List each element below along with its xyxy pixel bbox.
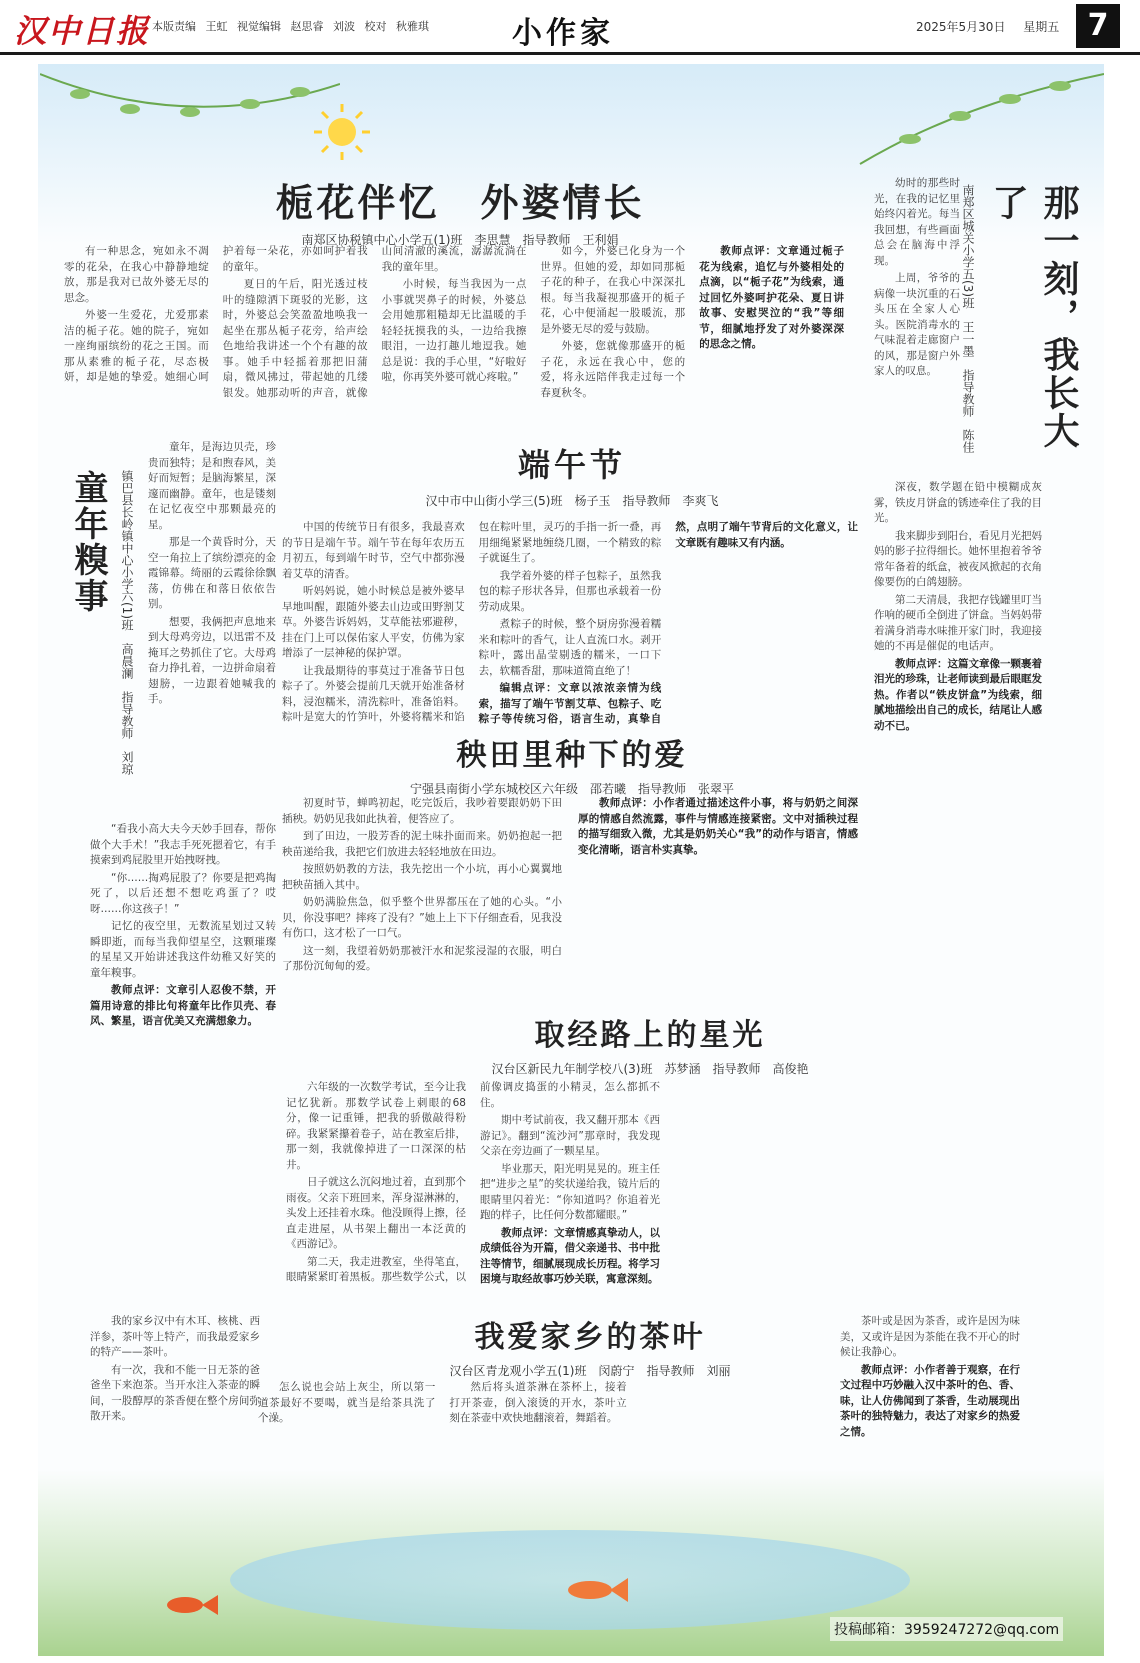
credit-label: 本版责编 (152, 20, 196, 33)
page-number: 7 (1076, 4, 1120, 48)
article-childhood (64, 470, 136, 775)
article-starlight (400, 1010, 900, 1077)
credit-name: 赵思睿 (290, 20, 324, 33)
paragraph: 到了田边，一股芳香的泥土味扑面而来。奶奶抱起一把秧苗递给我，我把它们放进去轻轻地放在田边。 (282, 830, 562, 858)
section-title: 小作家 (512, 16, 614, 51)
masthead (0, 0, 1140, 55)
paragraph: 六年级的一次数学考试，至今让我记忆犹新。那数学试卷上刺眼的68分，像一记重锤，把我的骄傲敲得粉碎。我紧紧攥着卷子，站在教室后排，那一刻，我就像掉进了一口深深的枯井。 (286, 1081, 466, 1171)
paragraph: 有一种思念，宛如永不凋零的花朵，在我心中静静地绽放，那是我对已故外婆无尽的思念。 (64, 245, 209, 304)
article-dragon-boat (292, 440, 852, 509)
paragraph: 小时候，每当我因为一点小事就哭鼻子的时候，外婆总会用她那粗糙却无比温暖的手轻轻抚摸我的头，一边给我擦眼泪，一边打趣儿地逗我。她总是说：我的手心里，“好啦好啦，你再笑外婆可就心疼啦。” (381, 278, 527, 383)
article-body-left (90, 1314, 260, 1454)
vine-leaves-icon (840, 64, 1104, 174)
credit-label: 校对 (364, 20, 387, 33)
paragraph: 有一次，我和不能一日无茶的爸爸坐下来泡茶。当开水注入茶壶的瞬间，一股醇厚的茶香便在整个房间弥散开来。 (90, 1363, 260, 1422)
paragraph: 外婆一生爱花，尤爱那素洁的栀子花。她的院子，宛如一座绚丽缤纷的花之王国。而那从素雅的栀子花，尽态极妍，却是她的挚爱。她细心呵护着每一朵花，亦如呵护着我的童年。 (64, 245, 368, 383)
article-body (874, 480, 1042, 985)
paragraph: 上周，爷爷的病像一块沉重的石头压在全家人心头。医院消毒水的气味混着走廊窗户的风，那是窗户外家人的叹息。 (874, 272, 960, 377)
article-title: 童年糗事 (68, 470, 108, 614)
article-body-top (148, 440, 276, 810)
article-title: 那一刻，我长大了 (987, 184, 1080, 450)
koi-fish-icon (160, 1585, 220, 1625)
credit-name: 王虹 (205, 20, 228, 33)
article-body (286, 1080, 1048, 1290)
article-title: 端午节 (517, 446, 626, 484)
paragraph: 毕业那天，阳光明晃晃的。班主任把“进步之星”的奖状递给我，镜片后的眼睛里闪着光：“你知道吗？你追着光跑的样子，比任何分数都耀眼。” (480, 1162, 660, 1221)
credit-name: 秋雅琪 (396, 20, 429, 33)
teacher-comment: 教师点评：小作者善于观察，在行文过程中巧妙融入汉中茶叶的色、香、味，让人仿佛闻到了茶香，生动展现出茶叶的独特魅力，表达了对家乡的热爱之情。 (840, 1363, 1020, 1438)
teacher-comment: 教师点评：文章引人忍俊不禁，开篇用诗意的排比句将童年比作贝壳、春风、繁星，语言优美又充满想象力。 (90, 984, 276, 1027)
newspaper-logo: 汉中日报 (14, 12, 151, 50)
teacher-comment: 教师点评：文章通过栀子花为线索，追忆与外婆相处的点滴，以“栀子花”为线索，通过回忆外婆呵护花朵、夏日讲故事、安慰哭泣的“我”等细节，细腻地抒发了对外婆深深的思念之情。 (699, 245, 844, 350)
article-byline: 宁强县南街小学东城校区六年级 邵若曦 指导教师 张翠平 (409, 782, 734, 796)
teacher-comment: 教师点评：文章情感真挚动人，以成绩低谷为开篇，借父亲递书、书中批注等情节，细腻展现成长历程。将学习困境与取经故事巧妙关联，寓意深刻。 (480, 1226, 660, 1285)
article-title: 栀花伴忆 外婆情长 (275, 180, 645, 225)
paragraph: 深夜，数学题在铅中模糊成灰雾，铁皮月饼盒的锈迹牵住了我的目光。 (874, 481, 1042, 524)
teacher-comment: 教师点评：小作者通过描述这件小事，将与奶奶之间深厚的情感自然流露，事件与情感连接紧密。文中对插秧过程的描写细致入微，尤其是奶奶关心“我”的动作与语言，情感变化清晰，语言朴实真挚。 (578, 797, 858, 856)
paragraph: 然后将头道茶淋在茶杯上，接着打开茶壶，倒入滚烫的开水，茶叶立刻在茶壶中欢快地翻滚着，舞蹈着。 (449, 1381, 627, 1424)
article-body-right (840, 1314, 1020, 1454)
article-tea (350, 1312, 830, 1379)
paragraph: 夏日的午后，阳光透过枝叶的缝隙洒下斑驳的光影，这时，外婆总会笑盈盈地唤我一起坐在那丛栀子花旁，给声绘色地给我讲述一个个有趣的故事。她手中轻摇着那把旧蒲扇，微风拂过，带起她的几缕银发。她那动听的声音，就像山间清澈的溪流，潺潺流淌在我的童年里。 (222, 245, 527, 399)
article-title: 秧田里种下的爱 (456, 738, 688, 773)
vine-leaves-icon (40, 64, 340, 144)
paragraph: 这一刻，我望着奶奶那被汗水和泥浆浸湿的衣服，明白了那份沉甸甸的爱。 (282, 944, 562, 972)
article-byline: 汉台区青龙观小学五(1)班 闵蔚宁 指导教师 刘丽 (449, 1364, 731, 1378)
paragraph: 听妈妈说，她小时候总是被外婆早早地叫醒，跟随外婆去山边或田野割艾草。外婆告诉妈妈，艾草能祛邪避秽，挂在门上可以保佑家人平安，仿佛为家增添了一层神秘的保护罩。 (282, 585, 465, 659)
article-byline: 汉中市中山街小学三(5)班 杨子玉 指导教师 李爽飞 (425, 494, 719, 508)
article-body (282, 520, 858, 730)
submission-email: 投稿邮箱：3959247272@qq.com (830, 1617, 1063, 1641)
weekday-text: 星期五 (1023, 20, 1060, 34)
editor-comment: 编辑点评：文章以浓浓亲情为线索，描写了端午节割艾草、包粽子、吃粽子等传统习俗，语言生动，真挚自然，点明了端午节背后的文化意义，让文章既有趣味又有内涵。 (478, 521, 858, 725)
article-byline: 南郑区协税镇中心小学五(1)班 李思慧 指导教师 王利娟 (301, 233, 619, 247)
koi-fish-icon (560, 1570, 630, 1610)
paragraph: 我的家乡汉中有木耳、核桃、西洋参，茶叶等上特产，而我最爱家乡的特产——茶叶。 (90, 1315, 260, 1358)
teacher-comment: 教师点评：这篇文章像一颗裹着泪光的珍珠，让老师读到最后眼眶发热。作者以“铁皮饼盒”为线索，细腻地描绘出自己的成长，结尾让人感动不已。 (874, 657, 1042, 732)
article-grew-up (960, 184, 1085, 474)
article-body (64, 244, 844, 404)
paragraph: 我来脚步到阳台，看见月光把妈妈的影子拉得细长。她怀里抱着爷爷常年备着的纸盒，被夜风掀起的衣角像要伤的白鸽翅膀。 (874, 529, 1042, 588)
credit-name: 刘波 (333, 20, 355, 33)
article-title: 我爱家乡的茶叶 (474, 1320, 706, 1355)
paragraph: 外婆，您就像那盛开的栀子花，永远在我心中，您的爱，将永远陪伴我走过每一个春夏秋冬。 (540, 340, 686, 399)
paragraph: 如今，外婆已化身为一个世界。但她的爱，却如同那栀子花的种子，在我心中深深扎根。每当我凝视那盛开的栀子花，心中便涌起一股暖流，那是外婆无尽的爱与鼓励。 (540, 245, 686, 335)
paragraph: 第二天，我走进教室，坐得笔直，眼睛紧紧盯着黑板。那些数学公式，以前像调皮捣蛋的小精灵，怎么都抓不住。 (286, 1081, 660, 1283)
paragraph: 日子就这么沉闷地过着，直到那个雨夜。父亲下班回来，浑身湿淋淋的，头发上还挂着水珠。他没顾得上擦，径直走进屋，从书架上翻出一本泛黄的《西游记》。 (286, 1176, 466, 1250)
paragraph: 中国的传统节日有很多，我最喜欢的节日是端午节。端午节在每年农历五月初五，每到端午时节，空气中都弥漫着艾草的清香。 (282, 521, 465, 580)
paragraph: 茶叶或是因为茶香，或许是因为味美，又或许是因为茶能在我不开心的时候让我静心。 (840, 1315, 1020, 1358)
paragraph: 幼时的那些时光，在我的记忆里始终闪着光。每当我回想，有些画面总会在脑海中浮现。 (874, 177, 960, 267)
paragraph: “看我小高大夫今天妙手回春，帮你做个大手术！”我志手死死摁着它，有手摸索到鸡屁股里开始拽呀拽。 (90, 823, 276, 866)
article-rice-field (292, 730, 852, 797)
paragraph: 初夏时节，蝉鸣初起，吃完饭后，我吵着要跟奶奶下田插秧。奶奶见我如此执着，便答应了。 (282, 797, 562, 825)
issue-date (916, 18, 1073, 35)
paragraph: 那是一个黄昏时分，天空一角拉上了缤纷漂亮的金霞锦幕。绮丽的云霞徐徐飘荡，仿佛在和落日依依告别。 (148, 536, 276, 610)
article-body (90, 822, 276, 1232)
paragraph: 按照奶奶教的方法，我先挖出一个小坑，再小心翼翼地把秧苗插入其中。 (282, 863, 562, 891)
article-body-top (874, 176, 960, 476)
article-body (258, 1380, 818, 1454)
paragraph: 怎么说也会站上灰尘，所以第一道茶最好不要喝，就当是给茶具洗了个澡。 (258, 1381, 436, 1424)
paragraph: 童年，是海边贝壳，珍贵而独特；是和煦春风，美好而短暂；是脑海繁星，深邃而幽静。童年，也是镂刻在记忆夜空中那颗最亮的星。 (148, 441, 276, 531)
article-byline: 汉台区新民九年制学校八(3)班 苏梦涵 指导教师 高俊艳 (491, 1062, 809, 1076)
article-byline: 南郑区城关小学五(3)班 王一墨 指导教师 陈佳 (961, 184, 975, 453)
article-body (282, 796, 858, 992)
editor-credits (152, 18, 435, 34)
paragraph: 奶奶满脸焦急，似乎整个世界都压在了她的心头。“小贝，你没事吧？摔疼了没有？”她上上下下仔细查看，见我没有伤口，这才松了一口气。 (282, 896, 562, 939)
paragraph: 我学着外婆的样子包粽子，虽然我包的粽子形状各异，但那也承载着一份劳动成果。 (478, 569, 662, 613)
paragraph: 想要，我俩把声息地来到大母鸡旁边，以迅雷不及掩耳之势抓住了它。大母鸡奋力挣扎着，一边拼命扇着翅膀，一边跟着她喊我的手。 (148, 615, 276, 705)
paragraph: “你……掏鸡屁股了？你要是把鸡掏死了，以后还想不想吃鸡蛋了？哎呀……你这孩子！” (90, 871, 276, 915)
paragraph: 煮粽子的时候，整个厨房弥漫着糯米和粽叶的香气，让人直流口水。剥开粽叶，露出晶莹剔透的糯米，一口下去，软糯香甜，那味道简直绝了！ (478, 618, 662, 677)
date-text: 2025年5月30日 (916, 20, 1006, 34)
paragraph: 期中考试前夜，我又翻开那本《西游记》。翻到“流沙河”那章时，我发现父亲在旁边画了一颗星星。 (480, 1114, 660, 1157)
paragraph: 第二天清晨，我把存钱罐里叮当作响的硬币全倒进了饼盒。当妈妈带着满身消毒水味推开家门时，我迎接她的不再是催促的电话声。 (874, 593, 1042, 652)
paragraph: 记忆的夜空里，无数流星划过又转瞬即逝，而每当我仰望星空，这颗璀璨的星星又开始讲述我这件幼稚又好笑的童年糗事。 (90, 920, 276, 979)
article-title: 取经路上的星光 (534, 1018, 766, 1053)
paragraph: 让我最期待的事莫过于准备节日包粽子了。外婆会提前几天就开始准备材料，浸泡糯米，清洗粽叶，准备馅料。粽叶是宽大的竹笋叶，外婆将糯米和馅包在粽叶里，灵巧的手指一折一叠，再用细绳紧紧地缠绕几圈，一个精致的粽子就诞生了。 (282, 521, 662, 723)
article-byline: 镇巴县长岭镇中心小学六(1)班 高晨澜 指导教师 刘琼 (120, 470, 134, 775)
article-gardenia (80, 172, 840, 248)
credit-label: 视觉编辑 (237, 20, 281, 33)
